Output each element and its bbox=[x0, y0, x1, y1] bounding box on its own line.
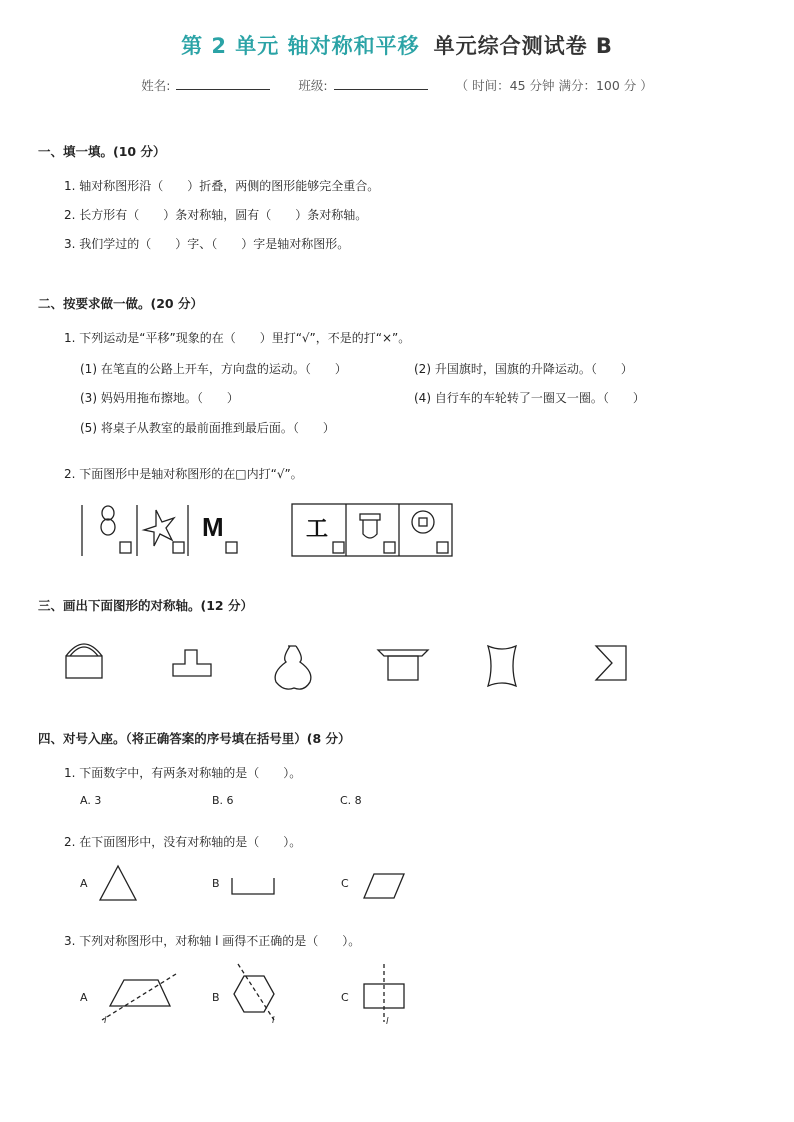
symmetry-figures-strip bbox=[78, 500, 458, 560]
s4-question-2: 2. 在下面图形中，没有对称轴的是（ ）。 bbox=[64, 835, 302, 849]
gong-character-figure: 工 bbox=[306, 517, 329, 542]
s4-q2-shapes bbox=[90, 862, 420, 906]
class-label: 班级: bbox=[298, 78, 328, 93]
s4-q3-label-b[interactable]: B bbox=[212, 991, 220, 1004]
section-3-heading: 三、画出下面图形的对称轴。(12 分） bbox=[38, 598, 253, 613]
section-2-heading: 二、按要求做一做。(20 分） bbox=[38, 296, 203, 311]
s4-q1-option-c[interactable]: C. 8 bbox=[340, 794, 362, 807]
s4-q1-option-a[interactable]: A. 3 bbox=[80, 794, 102, 807]
page-title bbox=[0, 30, 794, 60]
s2-item-4: (4) 自行车的车轮转了一圈又一圈。（ ） bbox=[414, 391, 645, 405]
triangle-shape bbox=[100, 866, 136, 900]
axis-label-a: l bbox=[104, 1016, 107, 1026]
checkbox-1 bbox=[120, 542, 131, 553]
s4-question-1: 1. 下面数字中，有两条对称轴的是（ ）。 bbox=[64, 766, 302, 780]
chevron-shape bbox=[596, 646, 626, 680]
s2-item-2: (2) 升国旗时，国旗的升降运动。（ ） bbox=[414, 362, 633, 376]
checkbox-3 bbox=[226, 542, 237, 553]
s4-q3-label-c[interactable]: C bbox=[341, 991, 349, 1004]
student-info-line bbox=[0, 76, 794, 94]
axis-label-b: l bbox=[272, 1016, 275, 1026]
starfish-figure bbox=[144, 510, 174, 546]
time-info: （ 时间：45 分钟 满分：100 分 ） bbox=[455, 78, 653, 93]
s4-q2-label-a[interactable]: A bbox=[80, 877, 88, 890]
s4-q2-label-c[interactable]: C bbox=[341, 877, 349, 890]
section-1-heading: 一、填一填。(10 分） bbox=[38, 144, 166, 159]
s2-question-2: 2. 下面图形中是轴对称图形的在□内打“√”。 bbox=[64, 467, 303, 481]
cup-figure bbox=[360, 514, 380, 538]
s2-item-5: (5) 将桌子从教室的最前面推到最后面。（ ） bbox=[80, 421, 335, 435]
title-test-name: 单元综合测试卷 B bbox=[433, 34, 613, 58]
checkbox-6 bbox=[437, 542, 448, 553]
s4-question-3: 3. 下列对称图形中，对称轴 l 画得不正确的是（ ）。 bbox=[64, 934, 361, 948]
name-label: 姓名: bbox=[141, 78, 171, 93]
rectangle-with-axis bbox=[364, 964, 404, 1027]
s2-item-3: (3) 妈妈用拖布擦地。（ ） bbox=[80, 391, 239, 405]
s1-question-3: 3. 我们学过的（ ）字、（ ）字是轴对称图形。 bbox=[64, 237, 350, 251]
s4-q3-label-a[interactable]: A bbox=[80, 991, 88, 1004]
name-blank[interactable] bbox=[176, 76, 270, 90]
trapezoid-with-axis bbox=[102, 974, 176, 1026]
basket-shape bbox=[66, 644, 102, 678]
s1-question-1: 1. 轴对称图形沿（ ）折叠，两侧的图形能够完全重合。 bbox=[64, 179, 380, 193]
concave-shape bbox=[488, 646, 516, 686]
s4-q1-option-b[interactable]: B. 6 bbox=[212, 794, 234, 807]
checkbox-4 bbox=[333, 542, 344, 553]
title-unit: 第 2 单元 轴对称和平移 bbox=[181, 34, 420, 58]
section-3-shapes bbox=[60, 636, 640, 696]
s2-question-1: 1. 下列运动是“平移”现象的在（ ）里打“√”，不是的打“×”。 bbox=[64, 331, 411, 345]
checkbox-2 bbox=[173, 542, 184, 553]
t-block-shape bbox=[173, 650, 211, 676]
axis-label-c: l bbox=[386, 1017, 389, 1027]
letter-m-figure: M bbox=[202, 512, 224, 542]
coin-figure bbox=[412, 511, 434, 533]
hexagon-with-axis bbox=[234, 964, 275, 1026]
section-4-heading: 四、对号入座。（将正确答案的序号填在括号里）(8 分） bbox=[38, 731, 351, 746]
lamp-shape bbox=[378, 650, 428, 680]
checkbox-5 bbox=[384, 542, 395, 553]
open-rectangle-shape bbox=[232, 878, 274, 894]
s4-q2-label-b[interactable]: B bbox=[212, 877, 220, 890]
class-blank[interactable] bbox=[334, 76, 428, 90]
s4-q3-shapes bbox=[96, 960, 416, 1026]
s2-item-1: (1) 在笔直的公路上开车，方向盘的运动。（ ） bbox=[80, 362, 347, 376]
digit-eight-figure bbox=[101, 506, 115, 535]
s1-question-2: 2. 长方形有（ ）条对称轴，圆有（ ）条对称轴。 bbox=[64, 208, 368, 222]
parallelogram-shape bbox=[364, 874, 404, 898]
gourd-shape bbox=[275, 646, 311, 689]
